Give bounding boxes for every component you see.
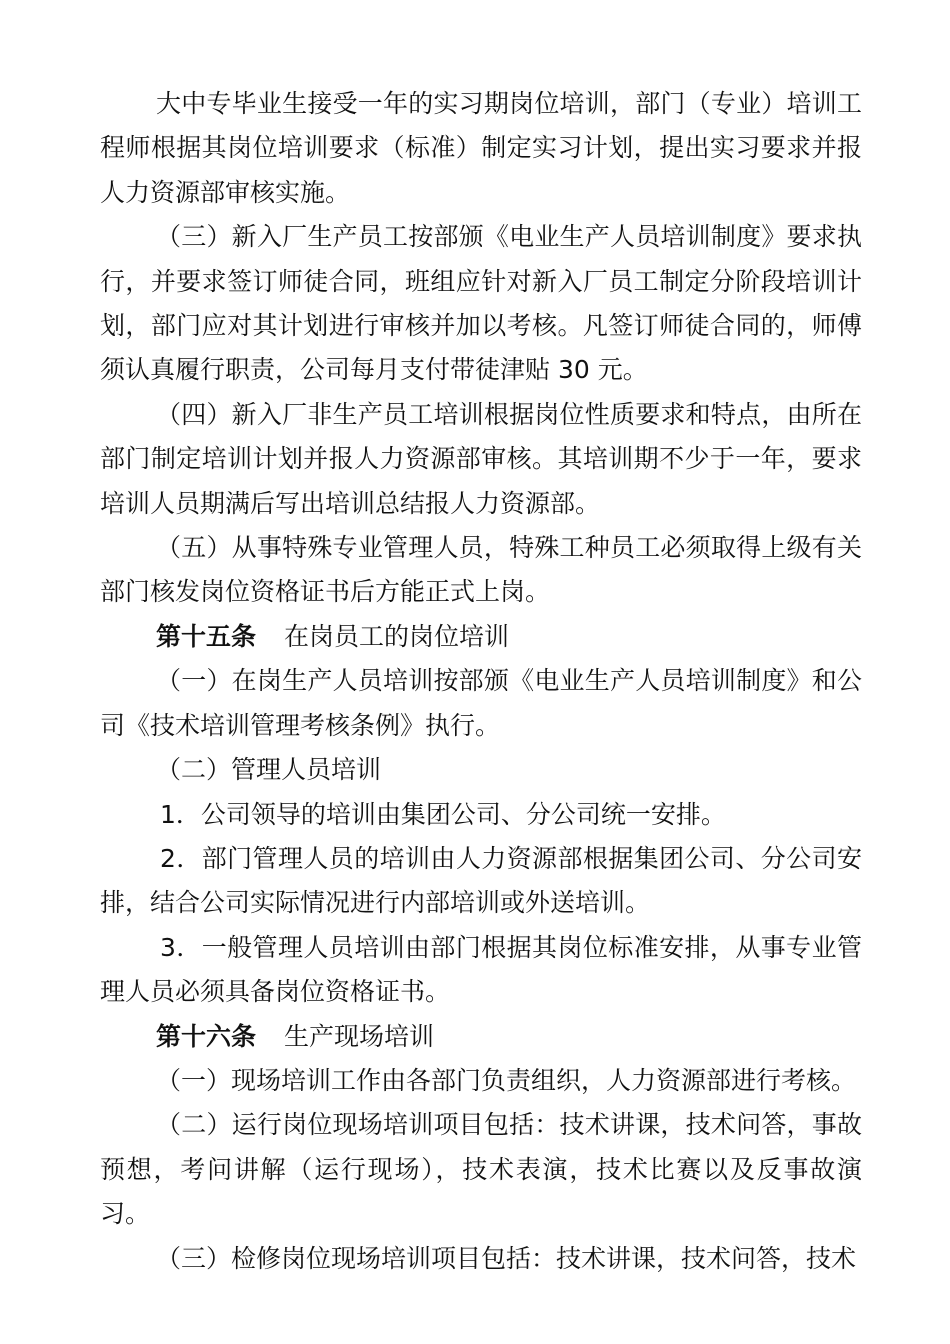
paragraph-item-2: （二）管理人员培训: [156, 755, 382, 785]
paragraph-intern-training: 大中专毕业生接受一年的实习期岗位培训，部门（专业）培训工程师根据其岗位培训要求（标准）制定实习计划，提出实习要求并报人力资源部审核实施。: [100, 89, 862, 207]
article-title: 生产现场培训: [284, 1021, 435, 1051]
paragraph-item-5: （五）从事特殊专业管理人员，特殊工种员工必须取得上级有关部门核发岗位资格证书后方能正式上岗。: [100, 533, 862, 607]
article-title: 在岗员工的岗位培训: [284, 621, 510, 651]
paragraph-item-3: （三）新入厂生产员工按部颁《电业生产人员培训制度》要求执行，并要求签订师徒合同，班组应针对新入厂员工制定分阶段培训计划，部门应对其计划进行审核并加以考核。凡签订师徒合同的，师傅须认真履行职责，公司每月支付带徒津贴 30 元。: [100, 222, 862, 385]
article-number: 第十五条: [156, 621, 257, 651]
document-page: [100, 82, 862, 1281]
numbered-item-1: 1．公司领导的培训由集团公司、分公司统一安排。: [160, 799, 726, 829]
paragraph-item-2: （二）运行岗位现场培训项目包括：技术讲课，技术问答，事故预想，考问讲解（运行现场），技术表演，技术比赛以及反事故演习。: [100, 1110, 862, 1229]
article-16-heading: [100, 1015, 862, 1059]
paragraph-item-1: （一）现场培训工作由各部门负责组织，人力资源部进行考核。: [156, 1065, 857, 1095]
article-number: 第十六条: [156, 1021, 257, 1051]
paragraph-item-1: （一）在岗生产人员培训按部颁《电业生产人员培训制度》和公司《技术培训管理考核条例》执行。: [100, 666, 862, 740]
numbered-item-2: 2．部门管理人员的培训由人力资源部根据集团公司、分公司安排，结合公司实际情况进行内部培训或外送培训。: [100, 843, 862, 918]
paragraph-item-3: （三）检修岗位现场培训项目包括：技术讲课，技术问答，技术: [156, 1243, 857, 1273]
paragraph-item-4: （四）新入厂非生产员工培训根据岗位性质要求和特点，由所在部门制定培训计划并报人力资源部审核。其培训期不少于一年，要求培训人员期满后写出培训总结报人力资源部。: [100, 399, 862, 518]
numbered-item-3: 3．一般管理人员培训由部门根据其岗位标准安排，从事专业管理人员必须具备岗位资格证书。: [100, 932, 862, 1007]
article-15-heading: [100, 615, 862, 659]
